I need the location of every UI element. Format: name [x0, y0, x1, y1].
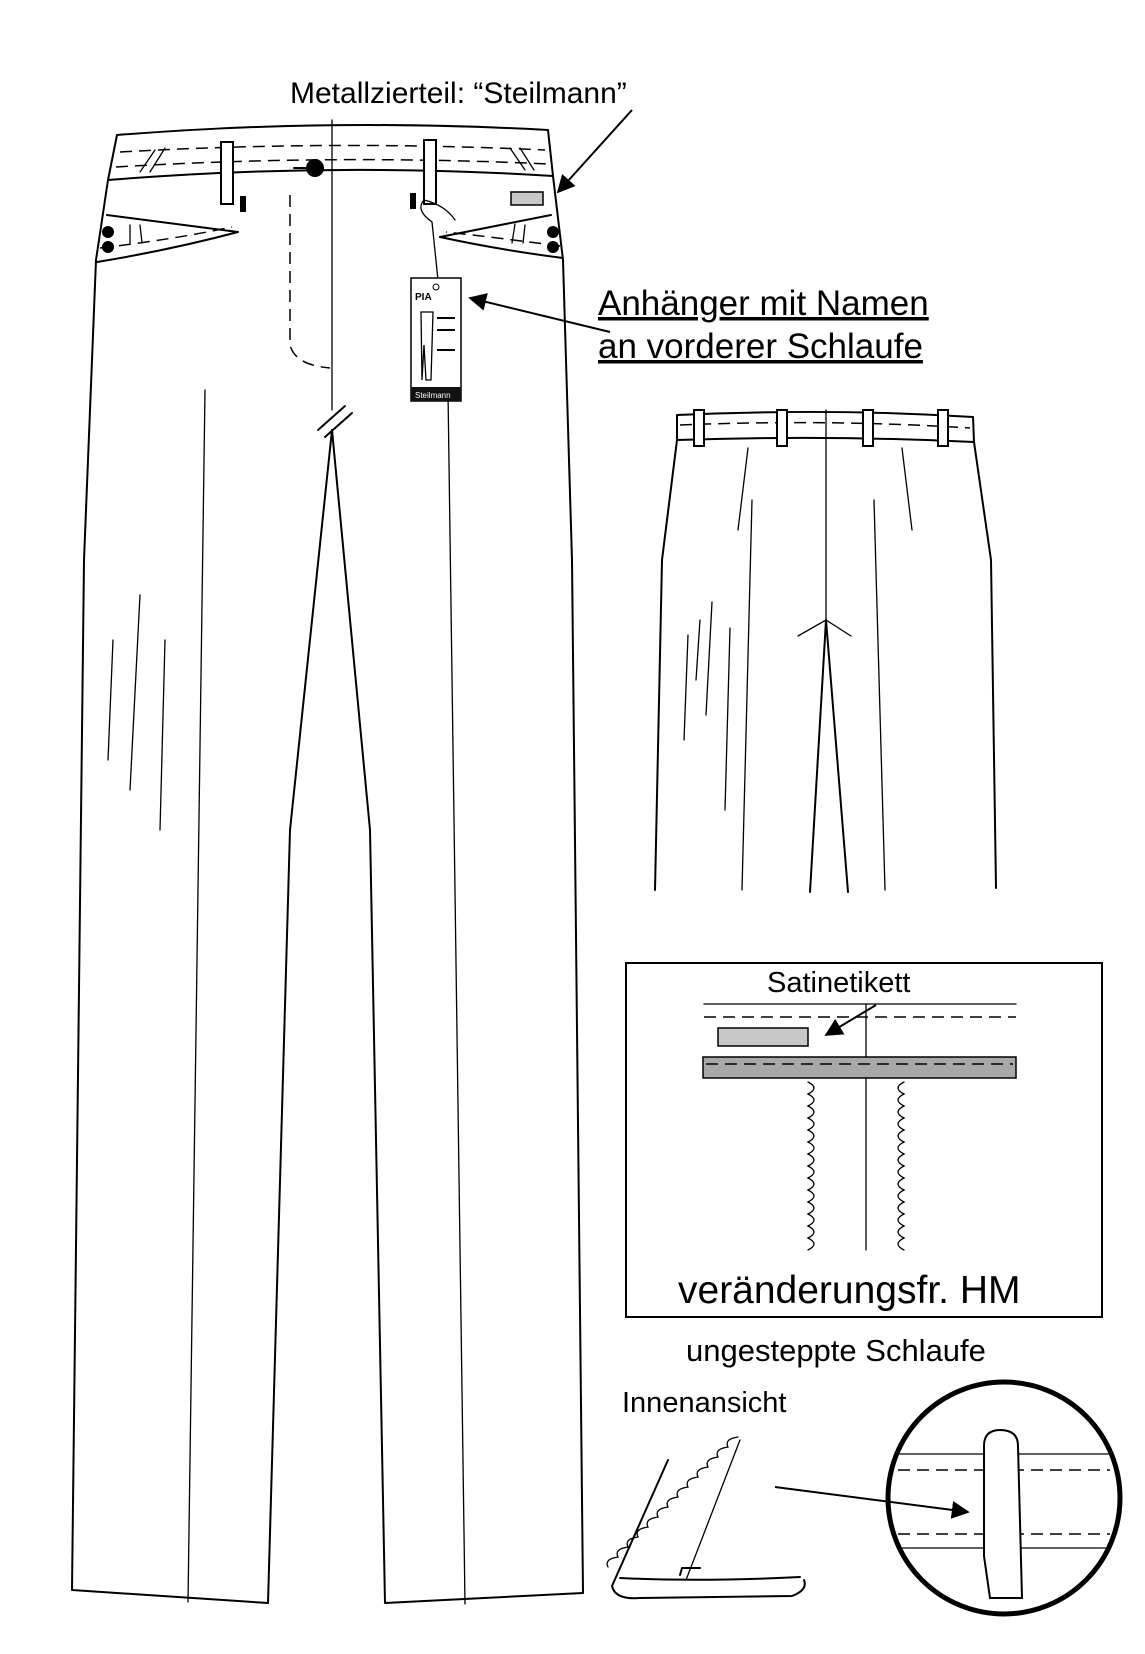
- metal-trim-label: Metallzierteil: “Steilmann”: [290, 77, 627, 110]
- front-left-leg: [72, 180, 332, 1603]
- rivet-icon: [547, 226, 559, 238]
- metal-trim-piece: [511, 192, 543, 205]
- satin-label-text: Satinetikett: [767, 967, 911, 999]
- hang-tag-brand: PIA: [415, 292, 432, 303]
- waistband-section: [703, 1057, 1016, 1078]
- satin-label-swatch: [718, 1028, 808, 1046]
- loop-label-text: ungesteppte Schlaufe: [686, 1333, 986, 1368]
- fabric-wrinkles: [108, 148, 534, 830]
- metal-trim-arrow: [558, 110, 632, 192]
- hem-label-text: veränderungsfr. HM: [678, 1269, 1021, 1312]
- hang-tag-arrow: [470, 298, 610, 332]
- belt-loop: [863, 410, 873, 446]
- rivet-icon: [547, 241, 559, 253]
- belt-loop: [777, 410, 787, 446]
- unstitched-loop: [984, 1430, 1022, 1598]
- hang-tag: [411, 278, 461, 401]
- belt-loop: [424, 140, 436, 204]
- belt-loop: [694, 410, 704, 446]
- hang-tag-label-line1: Anhänger mit Namen: [598, 284, 929, 323]
- front-view-trousers: [72, 120, 583, 1604]
- back-view-trousers: [655, 410, 996, 892]
- hang-tag-footer: Steilmann: [415, 391, 451, 400]
- waist-button-icon: [306, 159, 324, 177]
- rivet-icon: [102, 241, 114, 253]
- belt-loop: [938, 410, 948, 446]
- rivet-icon: [102, 226, 114, 238]
- inner-serged-seam: [607, 1437, 738, 1567]
- front-waistband: [108, 125, 553, 180]
- label-detail-box: [626, 963, 1102, 1317]
- hang-tag-label-line2: an vorderer Schlaufe: [598, 327, 923, 366]
- inner-view-label: Innenansicht: [622, 1387, 787, 1419]
- belt-loop: [221, 142, 233, 204]
